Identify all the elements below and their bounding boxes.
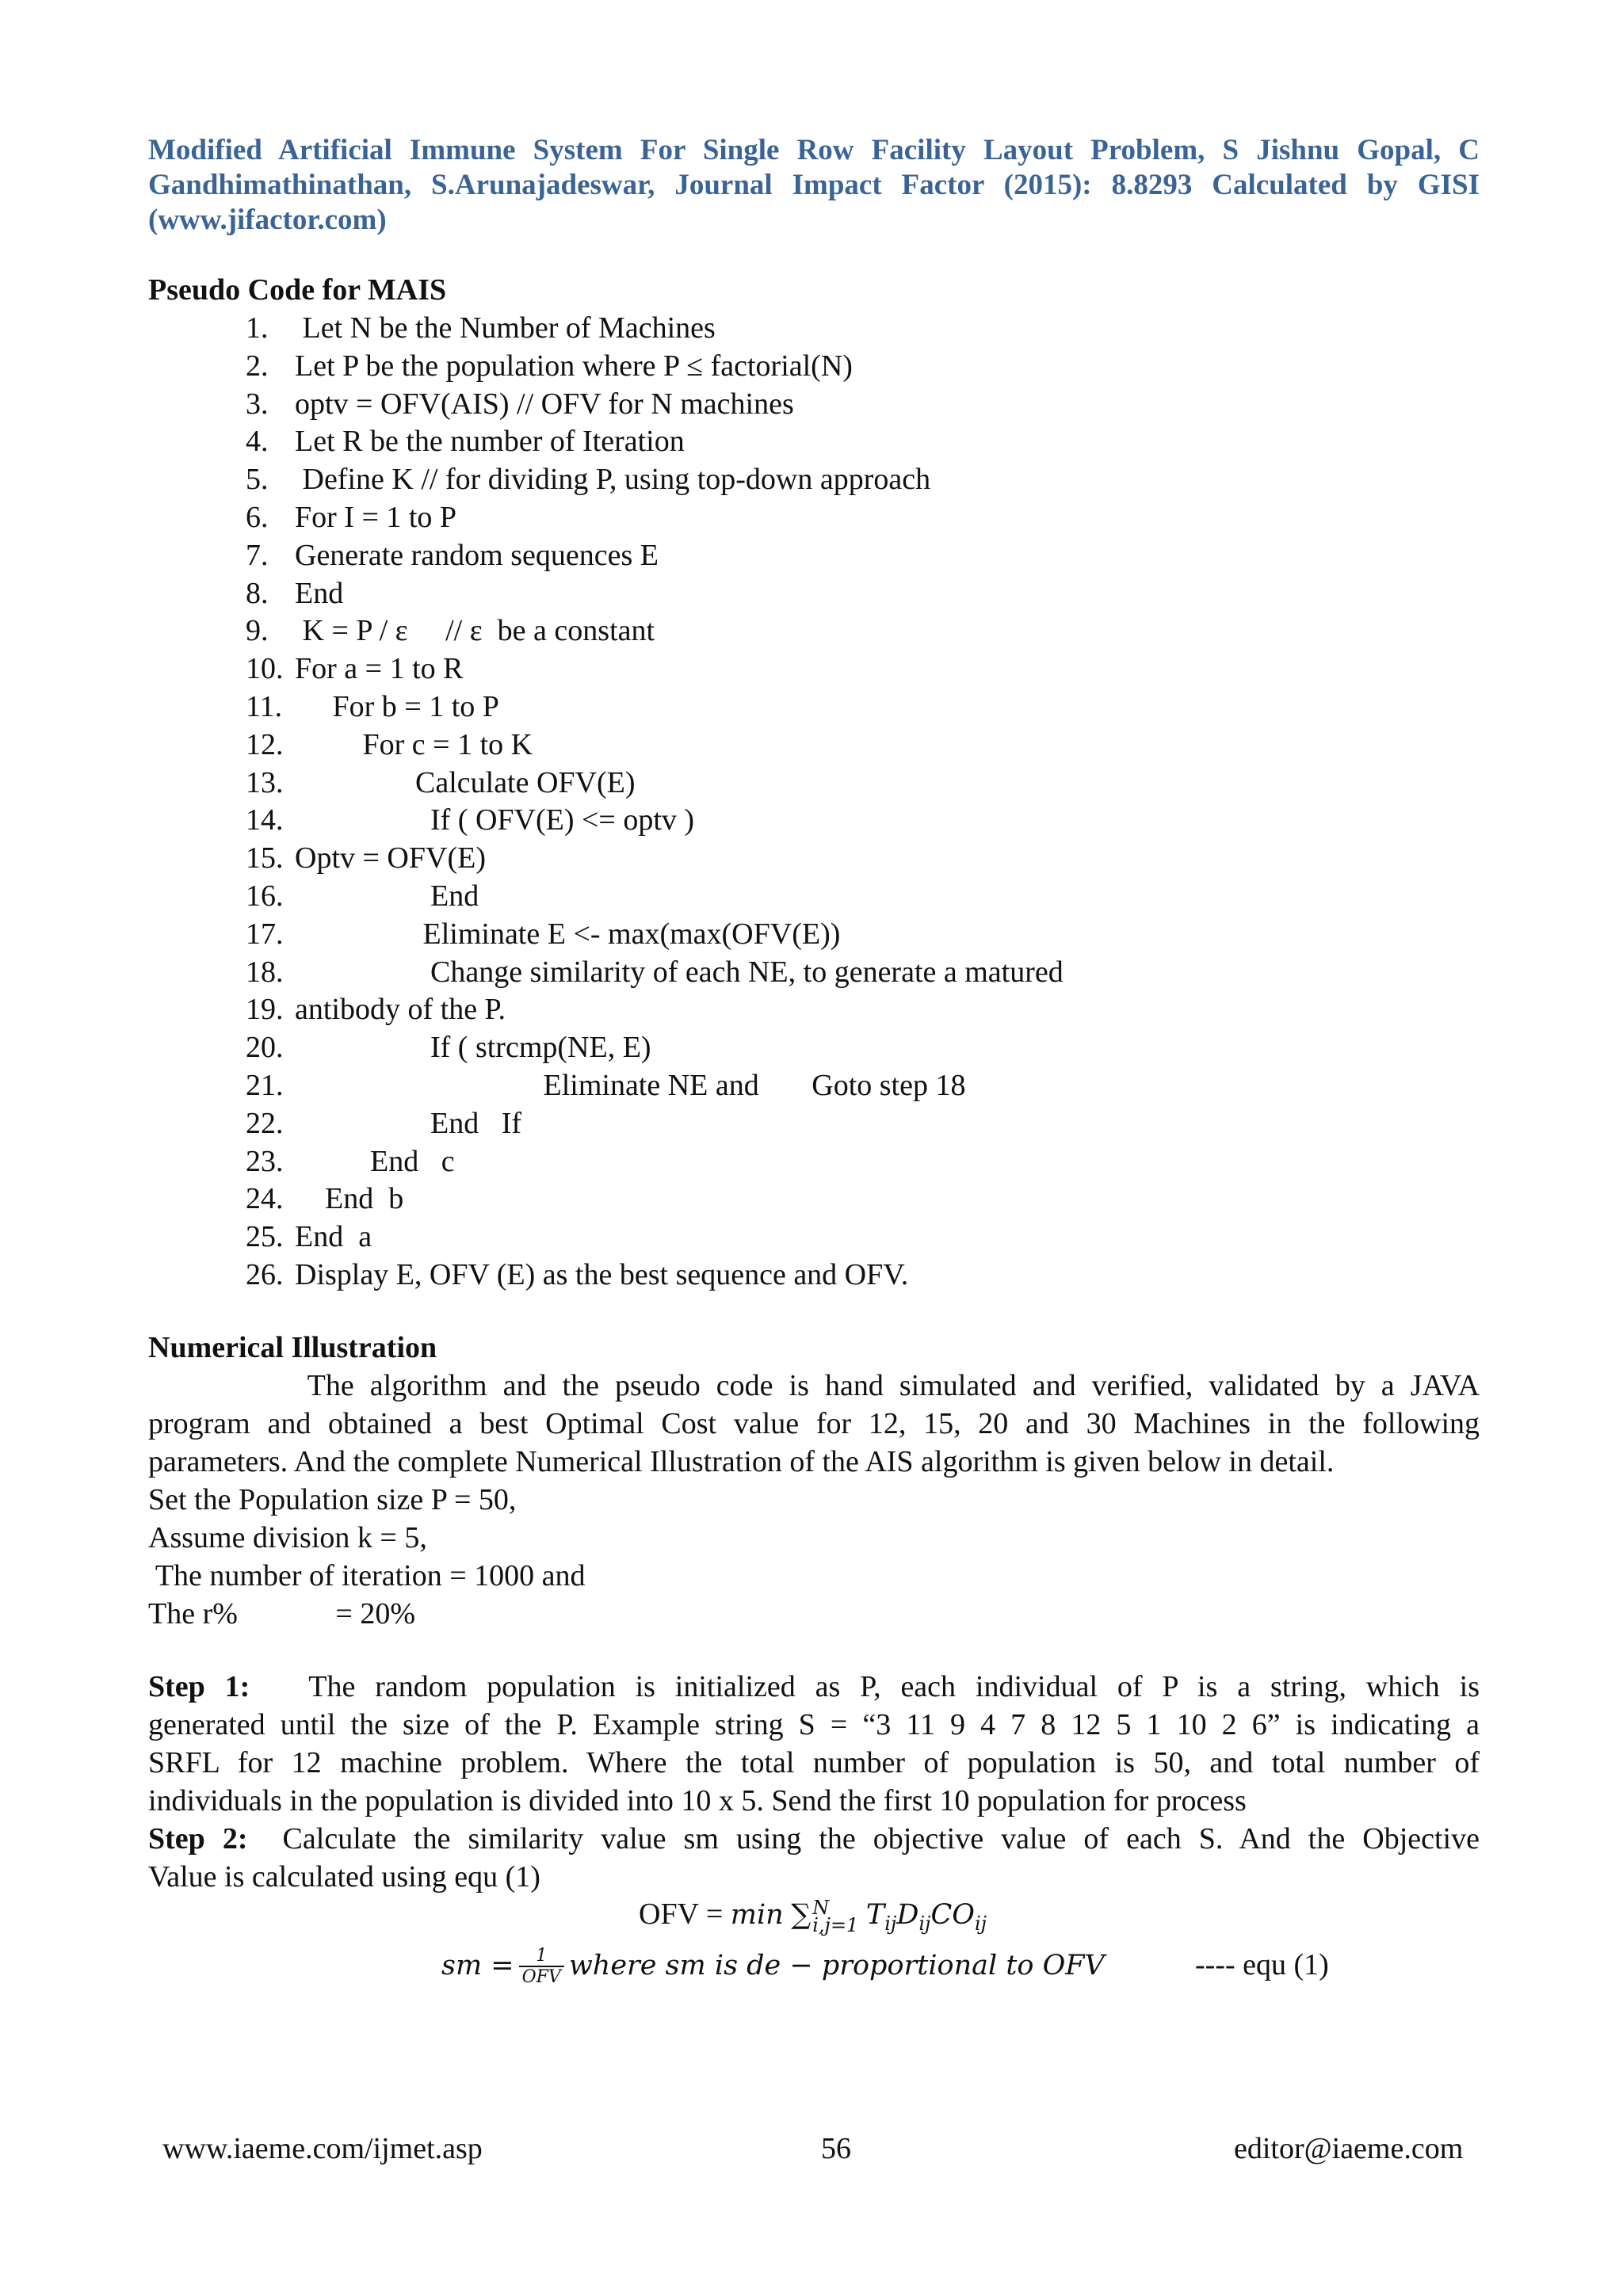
pseudo-code-line-text: End xyxy=(295,576,344,610)
pseudo-code-line-number: 22. xyxy=(246,1106,284,1140)
pseudo-code-line-text: Display E, OFV (E) as the best sequence and OFV. xyxy=(295,1258,909,1291)
pseudo-code-line-number: 6. xyxy=(246,501,269,534)
numerical-line-1: The algorithm and the pseudo code is hand simulated and verified, validated by a JAVA xyxy=(148,1369,1480,1402)
param-iteration: The number of iteration = 1000 and xyxy=(148,1559,586,1592)
pseudo-code-line xyxy=(246,347,853,385)
sm-rhs: where sm is de − proportional to OFV xyxy=(568,1950,1105,1981)
step-1-text-1: The random population is initialized as P, each individual of P is a string, which is xyxy=(250,1670,1480,1703)
pseudo-code-line xyxy=(246,1028,651,1066)
numerical-illustration-heading: Numerical Illustration xyxy=(148,1331,437,1364)
pseudo-code-line-text: Eliminate E <- max(max(OFV(E)) xyxy=(295,917,841,951)
pseudo-code-line xyxy=(246,1104,522,1142)
ofv-t: T xyxy=(865,1899,885,1931)
pseudo-code-line xyxy=(246,839,486,877)
pseudo-code-line-text: For I = 1 to P xyxy=(295,501,457,534)
numerical-line-2: program and obtained a best Optimal Cost value for 12, 15, 20 and 30 Machines in the following xyxy=(148,1407,1480,1440)
numerical-line-3: parameters. And the complete Numerical Illustration of the AIS algorithm is given below in detail. xyxy=(148,1445,1335,1478)
pseudo-code-line-text: Define K // for dividing P, using top-down approach xyxy=(295,463,931,497)
ofv-equation xyxy=(639,1895,987,1943)
pseudo-code-line xyxy=(246,990,506,1028)
pseudo-code-line xyxy=(246,385,794,423)
ofv-co-sub: ij xyxy=(974,1913,987,1935)
header-line-1: Modified Artificial Immune System For Single Row Facility Layout Problem, S Jishnu Gopal, C xyxy=(148,134,1480,166)
pseudo-code-line-number: 25. xyxy=(246,1220,284,1254)
pseudo-code-line xyxy=(246,1256,909,1294)
param-division: Assume division k = 5, xyxy=(148,1521,427,1554)
pseudo-code-line-number: 4. xyxy=(246,425,269,459)
pseudo-code-line xyxy=(246,801,695,839)
pseudo-code-line-text: Let P be the population where P ≤ factorial(N) xyxy=(295,349,853,383)
step-1-line-2: generated until the size of the P. Example string S = “3 11 9 4 7 8 12 5 1 10 2 6” is indicating a xyxy=(148,1708,1480,1741)
pseudo-code-line-number: 15. xyxy=(246,841,284,875)
header-line-2: Gandhimathinathan, S.Arunajadeswar, Journal Impact Factor (2015): 8.8293 Calculated by GISI xyxy=(148,169,1480,201)
ofv-sum-symbol: ∑ xyxy=(791,1899,812,1931)
param-population: Set the Population size P = 50, xyxy=(148,1483,517,1516)
pseudo-code-line-text: End c xyxy=(295,1144,455,1178)
pseudo-code-line xyxy=(246,877,479,915)
pseudo-code-line xyxy=(246,574,344,612)
pseudo-code-line xyxy=(246,953,1064,991)
ofv-sum-limits xyxy=(812,1897,859,1937)
numerical-paragraph xyxy=(148,1367,1480,1481)
pseudo-code-line xyxy=(246,1142,455,1180)
pseudo-code-line xyxy=(246,498,457,536)
pseudo-code-line-text: If ( OFV(E) <= optv ) xyxy=(295,803,695,837)
step-1-line-4: individuals in the population is divided into 10 x 5. Send the first 10 population for process xyxy=(148,1784,1247,1817)
pseudo-code-line-number: 23. xyxy=(246,1144,284,1178)
pseudo-code-line xyxy=(246,688,499,726)
pseudo-code-line-text: End If xyxy=(295,1106,522,1140)
pseudo-code-line-number: 5. xyxy=(246,463,269,497)
ofv-sum-upper: N xyxy=(812,1897,830,1920)
step-2-label: Step 2: xyxy=(148,1822,248,1855)
pseudo-code-line-number: 18. xyxy=(246,955,284,989)
step-1-paragraph xyxy=(148,1668,1480,1820)
step-2-line-2: Value is calculated using equ (1) xyxy=(148,1860,540,1894)
ofv-co: CO xyxy=(930,1899,975,1931)
pseudo-code-line-text: Let R be the number of Iteration xyxy=(295,425,685,459)
footer-email: editor@iaeme.com xyxy=(1234,2132,1464,2165)
step-2-line-1 xyxy=(148,1820,1480,1858)
ofv-d-sub: ij xyxy=(918,1913,931,1935)
pseudo-code-line xyxy=(246,612,655,650)
pseudo-code-line-number: 21. xyxy=(246,1069,284,1102)
sm-fraction-denominator: OFV xyxy=(521,1967,561,1988)
pseudo-code-line-text: For b = 1 to P xyxy=(295,690,499,723)
pseudo-code-line-number: 7. xyxy=(246,538,269,572)
pseudo-code-line-text: Change similarity of each NE, to generate a matured xyxy=(295,955,1064,989)
pseudo-code-line-text: Let N be the Number of Machines xyxy=(295,311,716,345)
pseudo-code-line xyxy=(246,650,464,688)
pseudo-code-line-text: optv = OFV(AIS) // OFV for N machines xyxy=(295,387,794,421)
pseudo-code-line-number: 17. xyxy=(246,917,284,951)
pseudo-code-line-number: 26. xyxy=(246,1258,284,1291)
ofv-d: D xyxy=(896,1899,919,1931)
pseudo-code-line-text: Optv = OFV(E) xyxy=(295,841,486,875)
pseudo-code-line xyxy=(246,536,659,574)
header-line-3: (www.jifactor.com) xyxy=(148,204,387,236)
sm-fraction-numerator: 1 xyxy=(519,1947,564,1967)
pseudo-code-line-number: 9. xyxy=(246,614,269,648)
pseudo-code-line xyxy=(246,1066,966,1104)
pseudo-code-line-number: 13. xyxy=(246,765,284,799)
pseudo-code-line-number: 3. xyxy=(246,387,269,421)
sm-fraction xyxy=(519,1947,564,1988)
pseudo-code-line-number: 12. xyxy=(246,727,284,761)
pseudo-code-line-number: 2. xyxy=(246,349,269,383)
pseudo-code-line-number: 19. xyxy=(246,993,284,1027)
pseudo-code-line-text: For c = 1 to K xyxy=(295,727,533,761)
pseudo-code-line-text: antibody of the P. xyxy=(295,993,506,1027)
pseudo-code-line xyxy=(246,764,636,802)
pseudo-code-line-text: For a = 1 to R xyxy=(295,652,464,686)
ofv-min: min xyxy=(730,1899,784,1931)
sm-lhs: sm = xyxy=(441,1950,514,1981)
pseudo-code-line-number: 10. xyxy=(246,652,284,686)
footer-page-number: 56 xyxy=(821,2132,851,2165)
pseudo-code-line-text: Calculate OFV(E) xyxy=(295,765,636,799)
step-2-text-1: Calculate the similarity value sm using the objective value of each S. And the Objective xyxy=(247,1822,1480,1855)
running-header xyxy=(148,133,1480,238)
pseudo-code-line-text: Eliminate NE and Goto step 18 xyxy=(295,1069,966,1102)
equation-label: ---- equ (1) xyxy=(1195,1948,1329,1981)
step-1-line-3: SRFL for 12 machine problem. Where the total number of population is 50, and total number of xyxy=(148,1746,1480,1779)
pseudo-code-line-number: 24. xyxy=(246,1182,284,1216)
param-r-percent: The r% = 20% xyxy=(148,1597,415,1630)
pseudo-code-line xyxy=(246,309,716,347)
step-1-label: Step 1: xyxy=(148,1670,250,1703)
ofv-prefix: OFV = xyxy=(639,1897,731,1931)
pseudo-code-line xyxy=(246,1180,404,1218)
pseudo-code-line xyxy=(246,422,685,460)
pseudo-code-line-number: 11. xyxy=(246,690,283,723)
pseudo-code-line xyxy=(246,460,931,498)
ofv-t-sub: ij xyxy=(884,1913,897,1935)
pseudo-code-line-text: End b xyxy=(295,1182,404,1216)
pseudo-code-line-number: 20. xyxy=(246,1031,284,1065)
pseudo-code-line-text: K = P / ε // ε be a constant xyxy=(295,614,655,648)
pseudo-code-line-number: 14. xyxy=(246,803,284,837)
pseudo-code-line-number: 16. xyxy=(246,879,284,913)
ofv-sum-lower: i,j=1 xyxy=(812,1914,859,1937)
pseudo-code-line xyxy=(246,726,533,764)
pseudo-code-line-text: Generate random sequences E xyxy=(295,538,659,572)
pseudo-code-line-number: 8. xyxy=(246,576,269,610)
pseudo-code-line-text: If ( strcmp(NE, E) xyxy=(295,1031,651,1065)
pseudo-code-line xyxy=(246,1218,372,1256)
step-1-line-1 xyxy=(148,1668,1480,1706)
footer-website: www.iaeme.com/ijmet.asp xyxy=(162,2132,483,2165)
pseudo-code-line-text: End a xyxy=(295,1220,372,1254)
pseudo-code-line-number: 1. xyxy=(246,311,269,345)
step-2-paragraph xyxy=(148,1820,1480,1896)
pseudo-code-line-text: End xyxy=(295,879,479,913)
pseudo-code-heading: Pseudo Code for MAIS xyxy=(148,273,447,307)
pseudo-code-line xyxy=(246,915,841,953)
sm-equation xyxy=(441,1946,1105,1988)
